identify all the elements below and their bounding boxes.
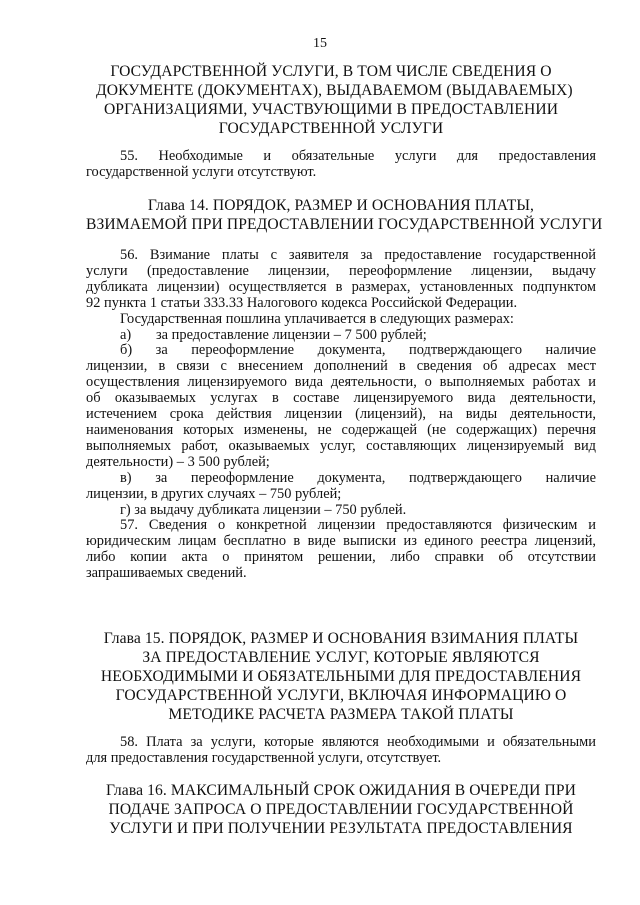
heading-line: Глава 15. ПОРЯДОК, РАЗМЕР И ОСНОВАНИЯ ВЗИМАНИЯ ПЛАТЫ xyxy=(103,630,579,647)
text-line: лицензии, в связи с внесением дополнений в сведения об адресах мест xyxy=(86,358,596,375)
heading-line: ГОСУДАРСТВЕННОЙ УСЛУГИ xyxy=(218,120,444,137)
text-line: запрашиваемых сведений. xyxy=(86,565,247,582)
text-line: лицензии, в других случаях – 750 рублей; xyxy=(86,485,342,502)
heading-chapter-15 xyxy=(86,629,596,724)
list-text: за предоставление лицензии – 7 500 рублей; xyxy=(156,326,427,343)
heading-line: ОРГАНИЗАЦИЯМИ, УЧАСТВУЮЩИМИ В ПРЕДОСТАВЛЕНИИ xyxy=(103,101,559,118)
text-line: в) за переоформление документа, подтверждающего наличие xyxy=(120,469,596,486)
text-line: Государственная пошлина уплачивается в следующих размерах: xyxy=(120,310,514,327)
heading-chapter-14 xyxy=(86,196,603,234)
text-line: г) за выдачу дубликата лицензии – 750 рублей. xyxy=(120,501,407,518)
heading-line: ПОДАЧЕ ЗАПРОСА О ПРЕДОСТАВЛЕНИИ ГОСУДАРСТВЕННОЙ xyxy=(108,801,574,818)
heading-line: ГОСУДАРСТВЕННОЙ УСЛУГИ, В ТОМ ЧИСЛЕ СВЕДЕНИЯ О xyxy=(110,63,552,80)
list-item-a xyxy=(86,328,596,344)
text-line: 58. Плата за услуги, которые являются необходимыми и обязательными xyxy=(120,734,596,750)
heading-line: ДОКУМЕНТЕ (ДОКУМЕНТАХ), ВЫДАВАЕМОМ (ВЫДАВАЕМЫХ) xyxy=(96,82,573,99)
text-line: истечением срока действия лицензии (лицензий), на виды деятельности, xyxy=(86,406,596,423)
heading-line: УСЛУГИ И ПРИ ПОЛУЧЕНИИ РЕЗУЛЬТАТА ПРЕДОСТАВЛЕНИЯ xyxy=(109,820,573,837)
list-marker: а) xyxy=(120,326,132,343)
paragraph-58 xyxy=(86,735,596,767)
text-line: выполняемых работ, оказываемых услуг, составляющих лицензируемый вид xyxy=(86,437,596,454)
heading-line: ВЗИМАЕМОЙ ПРИ ПРЕДОСТАВЛЕНИИ ГОСУДАРСТВЕННОЙ УСЛУГИ xyxy=(86,216,603,233)
heading-line: НЕОБХОДИМЫМИ И ОБЯЗАТЕЛЬНЫМИ ДЛЯ ПРЕДОСТАВЛЕНИЯ xyxy=(100,668,582,685)
text-line: 57. Сведения о конкретной лицензии предоставляются физическим и xyxy=(120,517,596,534)
text-line: юридическим лицам бесплатно в виде выписки из единого реестра лицензий, xyxy=(86,533,596,550)
text-line: деятельности) – 3 500 рублей; xyxy=(86,453,270,470)
heading-chapter-16 xyxy=(86,781,596,838)
heading-line: Глава 14. ПОРЯДОК, РАЗМЕР И ОСНОВАНИЯ ПЛАТЫ, xyxy=(147,197,535,214)
heading-line: ЗА ПРЕДОСТАВЛЕНИЕ УСЛУГ, КОТОРЫЕ ЯВЛЯЮТСЯ xyxy=(142,649,540,666)
page-number: 15 xyxy=(313,36,327,51)
text-line: об оказываемых услугах в составе лицензируемого вида деятельности, xyxy=(86,390,596,407)
paragraph-55 xyxy=(86,149,596,181)
text-line: услуги (предоставление лицензии, переоформление лицензии, выдачу xyxy=(86,262,596,279)
paragraph-56 xyxy=(86,248,596,582)
text-line: 55. Необходимые и обязательные услуги для предоставления xyxy=(120,148,596,164)
heading-line: Глава 16. МАКСИМАЛЬНЫЙ СРОК ОЖИДАНИЯ В ОЧЕРЕДИ ПРИ xyxy=(105,782,577,799)
heading-line: МЕТОДИКЕ РАСЧЕТА РАЗМЕРА ТАКОЙ ПЛАТЫ xyxy=(168,706,514,723)
heading-line: ГОСУДАРСТВЕННОЙ УСЛУГИ, ВКЛЮЧАЯ ИНФОРМАЦИЮ О xyxy=(115,687,567,704)
text-line: 56. Взимание платы с заявителя за предоставление государственной xyxy=(120,247,596,263)
text-line: государственной услуги отсутствуют. xyxy=(86,163,317,180)
text-line: 92 пункта 1 статьи 333.33 Налогового кодекса Российской Федерации. xyxy=(86,294,518,311)
text-line: дубликата лицензии) осуществляется в размерах, установленных подпунктом xyxy=(86,278,596,295)
text-line: либо копии акта о принятом решении, либо справки об отсутствии xyxy=(86,549,596,566)
text-line: для предоставления государственной услуги, отсутствует. xyxy=(86,749,442,766)
heading-top xyxy=(96,62,573,138)
text-line: наименования которых изменены, не содержащей (не содержащих) перечня xyxy=(86,421,596,438)
text-line: осуществления лицензируемого вида деятельности, о выполняемых работах и xyxy=(86,374,596,391)
text-line: б) за переоформление документа, подтверждающего наличие xyxy=(120,342,596,359)
